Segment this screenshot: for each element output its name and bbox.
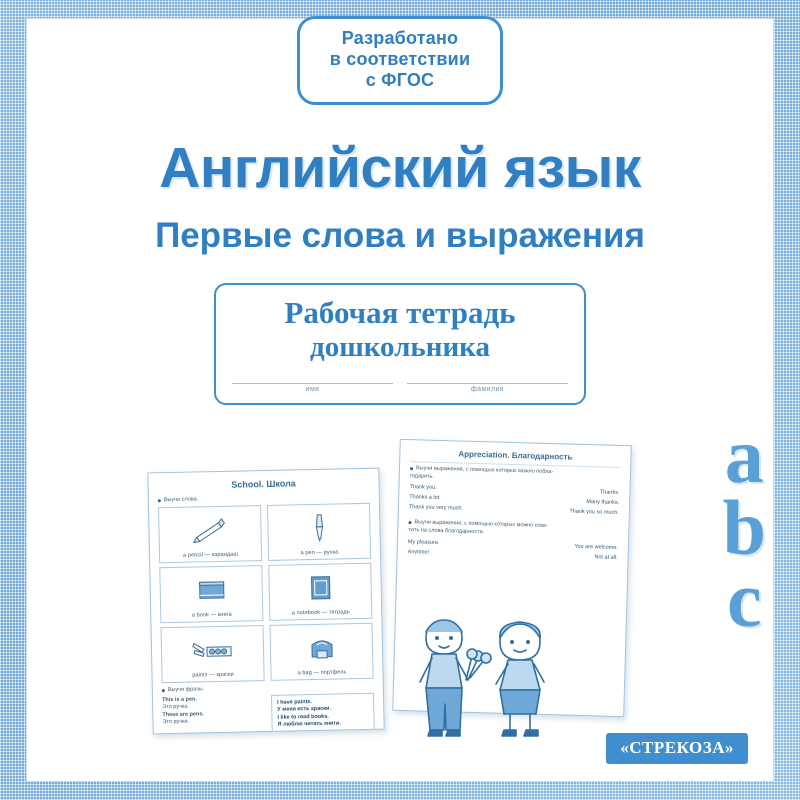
- fgos-line-1: Разработано: [341, 28, 459, 48]
- word-card: [159, 565, 263, 623]
- bullet-dot-icon: [410, 467, 413, 470]
- phrase-line-3: I like to read books.: [277, 713, 329, 721]
- expression-row: Thank you very much. Thank you so much.: [408, 503, 619, 516]
- children-illustration: [404, 608, 572, 748]
- schoolbag-icon: [271, 624, 373, 671]
- bullet-dot-icon: [158, 499, 161, 502]
- name-field[interactable]: [232, 374, 393, 393]
- phrase-line-2: У меня есть краски.: [277, 706, 332, 714]
- note-en-2: These are pens.: [162, 711, 204, 719]
- sample-right-title: Appreciation. Благодарность: [458, 449, 573, 462]
- phrase-box: [271, 693, 375, 735]
- expression-row: Thanks a lot. Many thanks.: [409, 494, 620, 507]
- paints-icon: [162, 626, 264, 673]
- sample-left-notes: [162, 695, 266, 734]
- fgos-line-2: в соответствии: [329, 48, 471, 69]
- sample-right-instruction-1b: годарить.: [409, 473, 435, 480]
- decorative-letter-b: b: [722, 483, 766, 571]
- note-en-1: This is a pen.: [161, 696, 197, 704]
- note-ru-2: Это ручки.: [162, 718, 190, 726]
- note-ru-1: Это ручка.: [162, 704, 190, 711]
- page-title: Английский язык: [159, 136, 641, 200]
- name-field-rule: [232, 374, 393, 384]
- sample-left-instruction: Выучи слова.: [158, 493, 370, 503]
- word-card: [267, 503, 371, 561]
- bullet-dot-icon: [408, 522, 411, 525]
- expression-row: My pleasure. You are welcome.: [407, 538, 618, 551]
- decorative-letter-a: a: [724, 412, 764, 499]
- sample-left-title: School. Школа: [231, 478, 296, 490]
- word-card-caption: a pencil — карандаш: [183, 551, 239, 559]
- sample-right-instruction-1: Выучи выражения, с помощью которых можно побла-: [410, 465, 620, 477]
- word-card-caption: a notebook — тетрадь: [291, 609, 350, 617]
- fgos-badge: [297, 16, 503, 105]
- word-card-caption: a pen — ручка: [300, 549, 339, 557]
- surname-field-rule: [407, 374, 568, 384]
- workbook-plate-line-2: дошкольника: [310, 330, 490, 363]
- name-field-caption: имя: [305, 385, 320, 393]
- phrase-line-1: I have paints.: [277, 699, 313, 706]
- decorative-letter-c: c: [726, 555, 762, 643]
- page-subtitle: Первые слова и выражения: [155, 216, 645, 255]
- pencil-icon: [159, 506, 261, 553]
- pen-icon: [268, 504, 370, 551]
- sample-left-instruction-2: Выучи фразы.: [162, 683, 374, 693]
- word-card-caption: a book — книга: [191, 611, 232, 619]
- surname-field-caption: фамилия: [471, 385, 504, 393]
- decorative-letters: [722, 412, 766, 643]
- owner-fields: [232, 374, 568, 393]
- sample-page-left: [147, 468, 384, 735]
- phrase-line-4: Я люблю читать книги.: [277, 720, 341, 729]
- word-card-caption: a bag — портфель: [297, 669, 347, 677]
- word-card: [158, 505, 262, 563]
- book-icon: [160, 566, 262, 613]
- word-card: [268, 563, 372, 621]
- sample-left-bottom: [162, 693, 375, 735]
- notebook-icon: [269, 564, 371, 611]
- surname-field[interactable]: [407, 374, 568, 393]
- fgos-line-3: с ФГОС: [365, 69, 435, 90]
- word-card: [161, 625, 265, 683]
- workbook-plate-line-1: Рабочая тетрадь: [284, 295, 516, 330]
- word-card-grid: [158, 503, 374, 683]
- publisher-logo: «СТРЕКОЗА»: [606, 733, 748, 764]
- word-card-caption: paints — краски: [192, 671, 234, 679]
- bullet-dot-icon: [162, 689, 165, 692]
- sample-right-instruction-2: Выучи выражения, с помощью которых можно отве-: [408, 520, 618, 532]
- sample-right-instruction-2b: тить на слова благодарности.: [408, 527, 485, 536]
- workbook-plate: [214, 283, 586, 405]
- word-card: [270, 623, 374, 681]
- expression-row: Thank you. Thanks.: [409, 484, 620, 497]
- expression-row: Anytime! Not at all.: [407, 548, 618, 561]
